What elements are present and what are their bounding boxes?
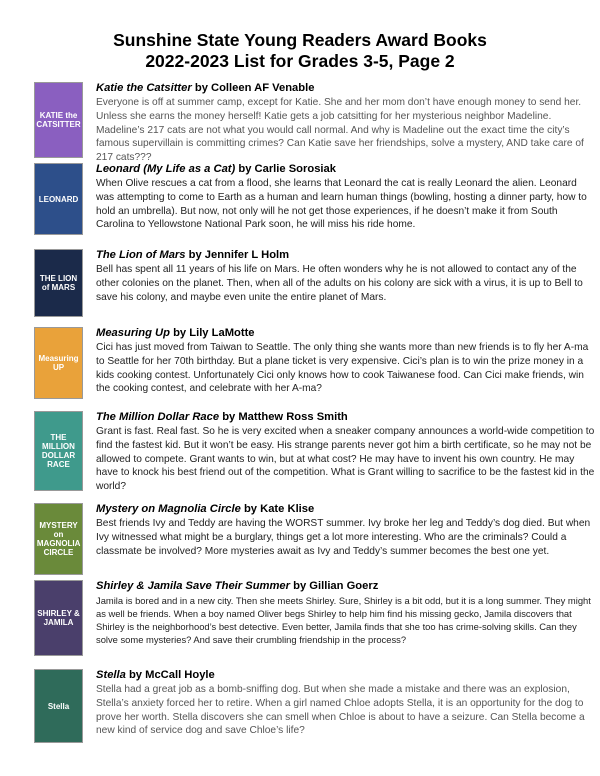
book-description: Best friends Ivy and Teddy are having the WORST summer. Ivy broke her leg and Teddy’s dog died. But when Ivy witnessed what might be a burglary, things get a lot more interesting. Who are the criminals? Could a classmate be involved? More mysteries await as Ivy and Teddy’s summer becomes the best one yet. [96, 518, 591, 557]
book-title: Stella [96, 669, 126, 681]
book-description: When Olive rescues a cat from a flood, she learns that Leonard the cat is really Leonard the alien. Leonard was attempting to come to Earth as a human and learn human things (bowling, hosting a dinner party, how to hold an umbrella). But now, not only will he not get those experiences, if he doesn’t make it from South Carolina to Yellowstone National Park soon, he will miss his ride home. [96, 178, 587, 231]
book-heading [96, 82, 596, 95]
book-cover-title: Stella [47, 701, 70, 711]
book-title: Katie the Catsitter [96, 82, 192, 94]
book-cover [34, 580, 83, 656]
book-heading [96, 669, 596, 682]
book-heading [96, 249, 596, 262]
book-cover [34, 82, 83, 158]
book-title: The Lion of Mars [96, 249, 186, 261]
page-title-line-2: 2022-2023 List for Grades 3-5, Page 2 [145, 51, 455, 71]
book-heading [96, 163, 596, 176]
book-author: by Carlie Sorosiak [235, 163, 336, 175]
book-cover-title: THE LION of MARS [39, 274, 78, 292]
book-description: Stella had a great job as a bomb-sniffing dog. But when she made a mistake and there was an explosion, Stella’s anxiety forced her to retire. When a girl named Chloe adopts Stella, it is an opportunity for the dog to prove her worth. Stella discovers she can smell when Chloe is about to have a seizure. Can Stella become a new kind of service dog and save Chloe’s life? [96, 684, 585, 737]
book-cover-title: THE MILLION DOLLAR RACE [41, 433, 76, 469]
book-author: by Lily LaMotte [169, 327, 255, 339]
book-author: by Kate Klise [240, 503, 315, 515]
book-title: The Million Dollar Race [96, 411, 220, 423]
book-cover-title: SHIRLEY & JAMILA [37, 609, 80, 627]
book-title: Measuring Up [96, 327, 170, 339]
book-cover [34, 163, 83, 235]
book-description: Cici has just moved from Taiwan to Seattle. The only thing she wants more than new friends is to fly her A-ma to Seattle for her 70th birthday. But a plane ticket is very expensive. Cici’s plan is to win the prize money in a kids cooking contest. Unfortunately Cici only knows how to cook Taiwanese food. Can Cici make friends, win the cooking contest, and celebrate with her A-ma? [96, 342, 589, 395]
book-author: by Gillian Goerz [290, 580, 379, 592]
book-title: Mystery on Magnolia Circle [96, 503, 241, 515]
book-cover [34, 249, 83, 317]
book-author: by Colleen AF Venable [191, 82, 315, 94]
book-heading [96, 503, 596, 516]
book-cover [34, 503, 83, 575]
book-author: by Jennifer L Holm [185, 249, 290, 261]
book-description: Jamila is bored and in a new city. Then she meets Shirley. Sure, Shirley is a bit odd, but it is a long summer. They might as well be friends. When a boy named Oliver begs Shirley to help him find his missing gecko, Jamila discovers that Shirley is the neighborhood’s best detective. Even better, Jamila finds that she too has crime-solving skills. Can they solve some mysteries? And save their crumbling friendship in the process? [96, 595, 591, 645]
book-cover [34, 669, 83, 743]
book-cover-title: LEONARD [38, 194, 79, 204]
book-heading [96, 411, 596, 424]
book-title: Shirley & Jamila Save Their Summer [96, 580, 291, 592]
book-cover [34, 327, 83, 399]
book-description: Everyone is off at summer camp, except for Katie. She and her mom don’t have enough money to send her. Unless she earns the money herself! Katie gets a job catsitting for her mysterious neighbor Madeline. Madeline’s 217 cats are not what you would call normal. And why is Madeline out the exact time the city’s famous supervillain is committing crimes? Can Katie save her friendships, solve a mystery, AND take care of 217 cats??? [96, 97, 584, 164]
book-author: by Matthew Ross Smith [219, 411, 348, 423]
book-description: Grant is fast. Real fast. So he is very excited when a sneaker company announces a world-wide competition to find the fastest kid. But it won’t be easy. His strange parents never got him a birth certificate, so he may not be allowed to compete. Grant wants to win, but at what cost? He may have to invent his own country. He may have to knock his best friend out of the competition. What is Grant willing to sacrifice to be the fastest kid in the world? [96, 426, 595, 493]
book-cover-title: MYSTERY on MAGNOLIA CIRCLE [36, 521, 81, 557]
book-author: by McCall Hoyle [125, 669, 215, 681]
page-title-line-1: Sunshine State Young Readers Award Books [113, 30, 487, 50]
book-title: Leonard (My Life as a Cat) [96, 163, 236, 175]
book-cover [34, 411, 83, 491]
book-heading [96, 580, 596, 593]
page-title [0, 30, 600, 72]
book-heading [96, 327, 596, 340]
book-cover-title: KATIE the CATSITTER [36, 111, 81, 129]
book-description: Bell has spent all 11 years of his life on Mars. He often wonders why he is not allowed to contact any of the other colonies on the planet. Then, when all of the adults on his colony are sick with a virus, it is up to Bell to save his colony, and maybe even unite the entire planet of Mars. [96, 264, 583, 303]
book-cover-title: Measuring UP [38, 354, 79, 372]
